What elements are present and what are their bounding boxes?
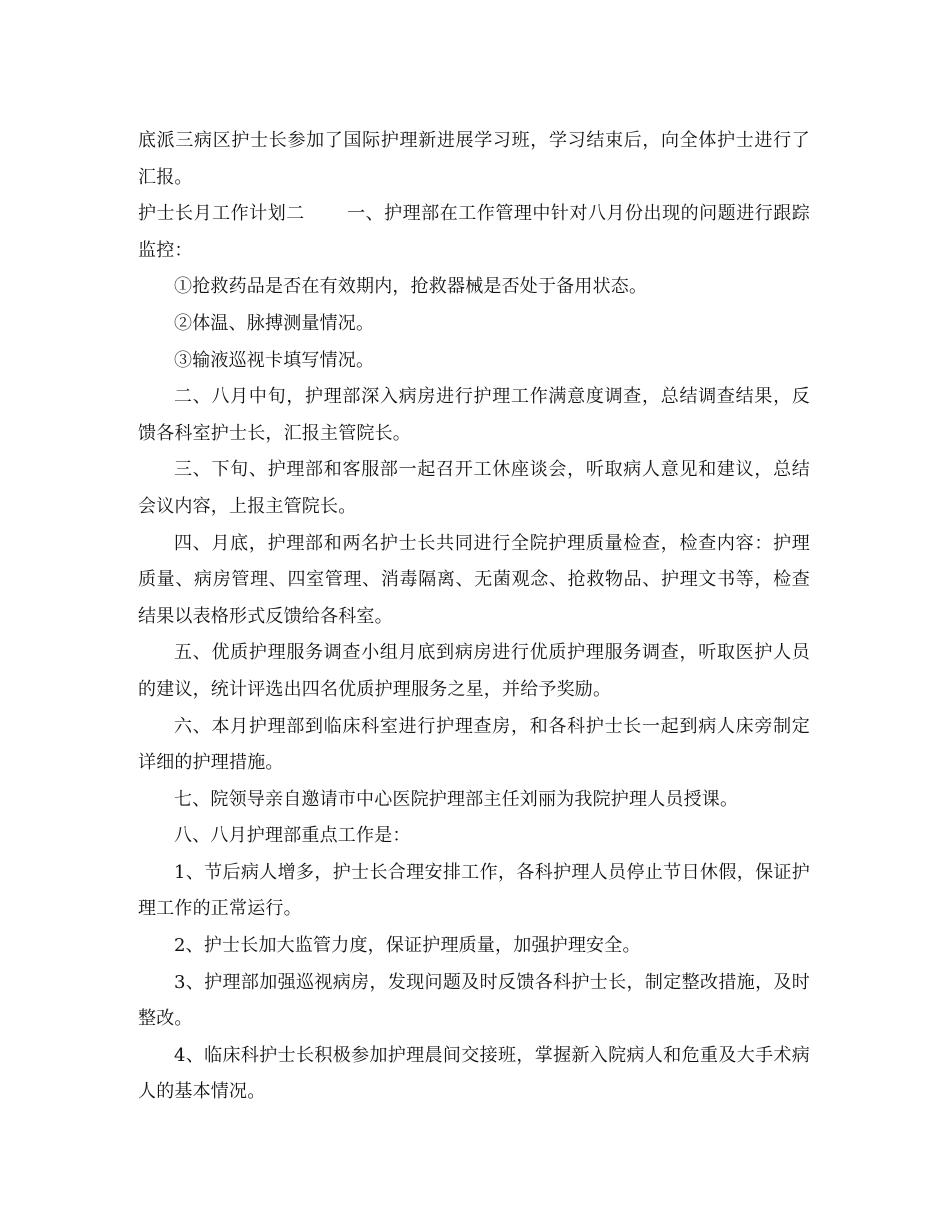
- paragraph-5: ③输液巡视卡填写情况。: [174, 349, 375, 371]
- paragraph-1: 底派三病区护士长参加了国际护理新进展学习班，学习结束后，向全体护士进行了汇报。: [138, 130, 810, 188]
- paragraph-2: [138, 196, 810, 269]
- paragraph-15: 3、护理部加强巡视病房，发现问题及时反馈各科护士长，制定整改措施，及时整改。: [138, 971, 810, 1030]
- paragraph-11: 七、院领导亲自邀请市中心医院护理部主任刘丽为我院护理人员授课。: [174, 788, 739, 810]
- paragraph-4: ②体温、脉搏测量情况。: [174, 312, 375, 334]
- paragraph-16: 4、临床科护士长积极参加护理晨间交接班，掌握新入院病人和危重及大手术病人的基本情况。: [138, 1044, 810, 1103]
- paragraph-3: ①抢救药品是否在有效期内，抢救器械是否处于备用状态。: [174, 276, 648, 298]
- paragraph-8: 四、月底，护理部和两名护士长共同进行全院护理质量检查，检查内容：护理质量、病房管理、四室管理、消毒隔离、无菌观念、抢救物品、护理文书等，检查结果以表格形式反馈给各科室。: [138, 532, 810, 627]
- paragraph-10: 六、本月护理部到临床科室进行护理查房，和各科护士长一起到病人床旁制定详细的护理措施。: [138, 715, 810, 774]
- paragraph-6: 二、八月中旬，护理部深入病房进行护理工作满意度调查，总结调查结果，反馈各科室护士长，汇报主管院长。: [138, 386, 810, 444]
- paragraph-7: 三、下旬、护理部和客服部一起召开工休座谈会，听取病人意见和建议，总结会议内容，上报主管院长。: [138, 459, 810, 517]
- document-body: [138, 123, 810, 1111]
- paragraph-14: 2、护士长加大监管力度，保证护理质量，加强护理安全。: [174, 935, 641, 957]
- paragraph-2-text: 一、护理部在工作管理中针对八月份出现的问题进行跟踪监控：: [138, 203, 810, 261]
- paragraph-13: 1、节后病人增多，护士长合理安排工作，各科护理人员停止节日休假，保证护理工作的正常运行。: [138, 861, 810, 920]
- paragraph-9: 五、优质护理服务调查小组月底到病房进行优质护理服务调查，听取医护人员的建议，统计评选出四名优质护理服务之星，并给予奖励。: [138, 642, 810, 700]
- paragraph-12: 八、八月护理部重点工作是：: [174, 825, 411, 847]
- section-heading: 护士长月工作计划二: [138, 203, 305, 225]
